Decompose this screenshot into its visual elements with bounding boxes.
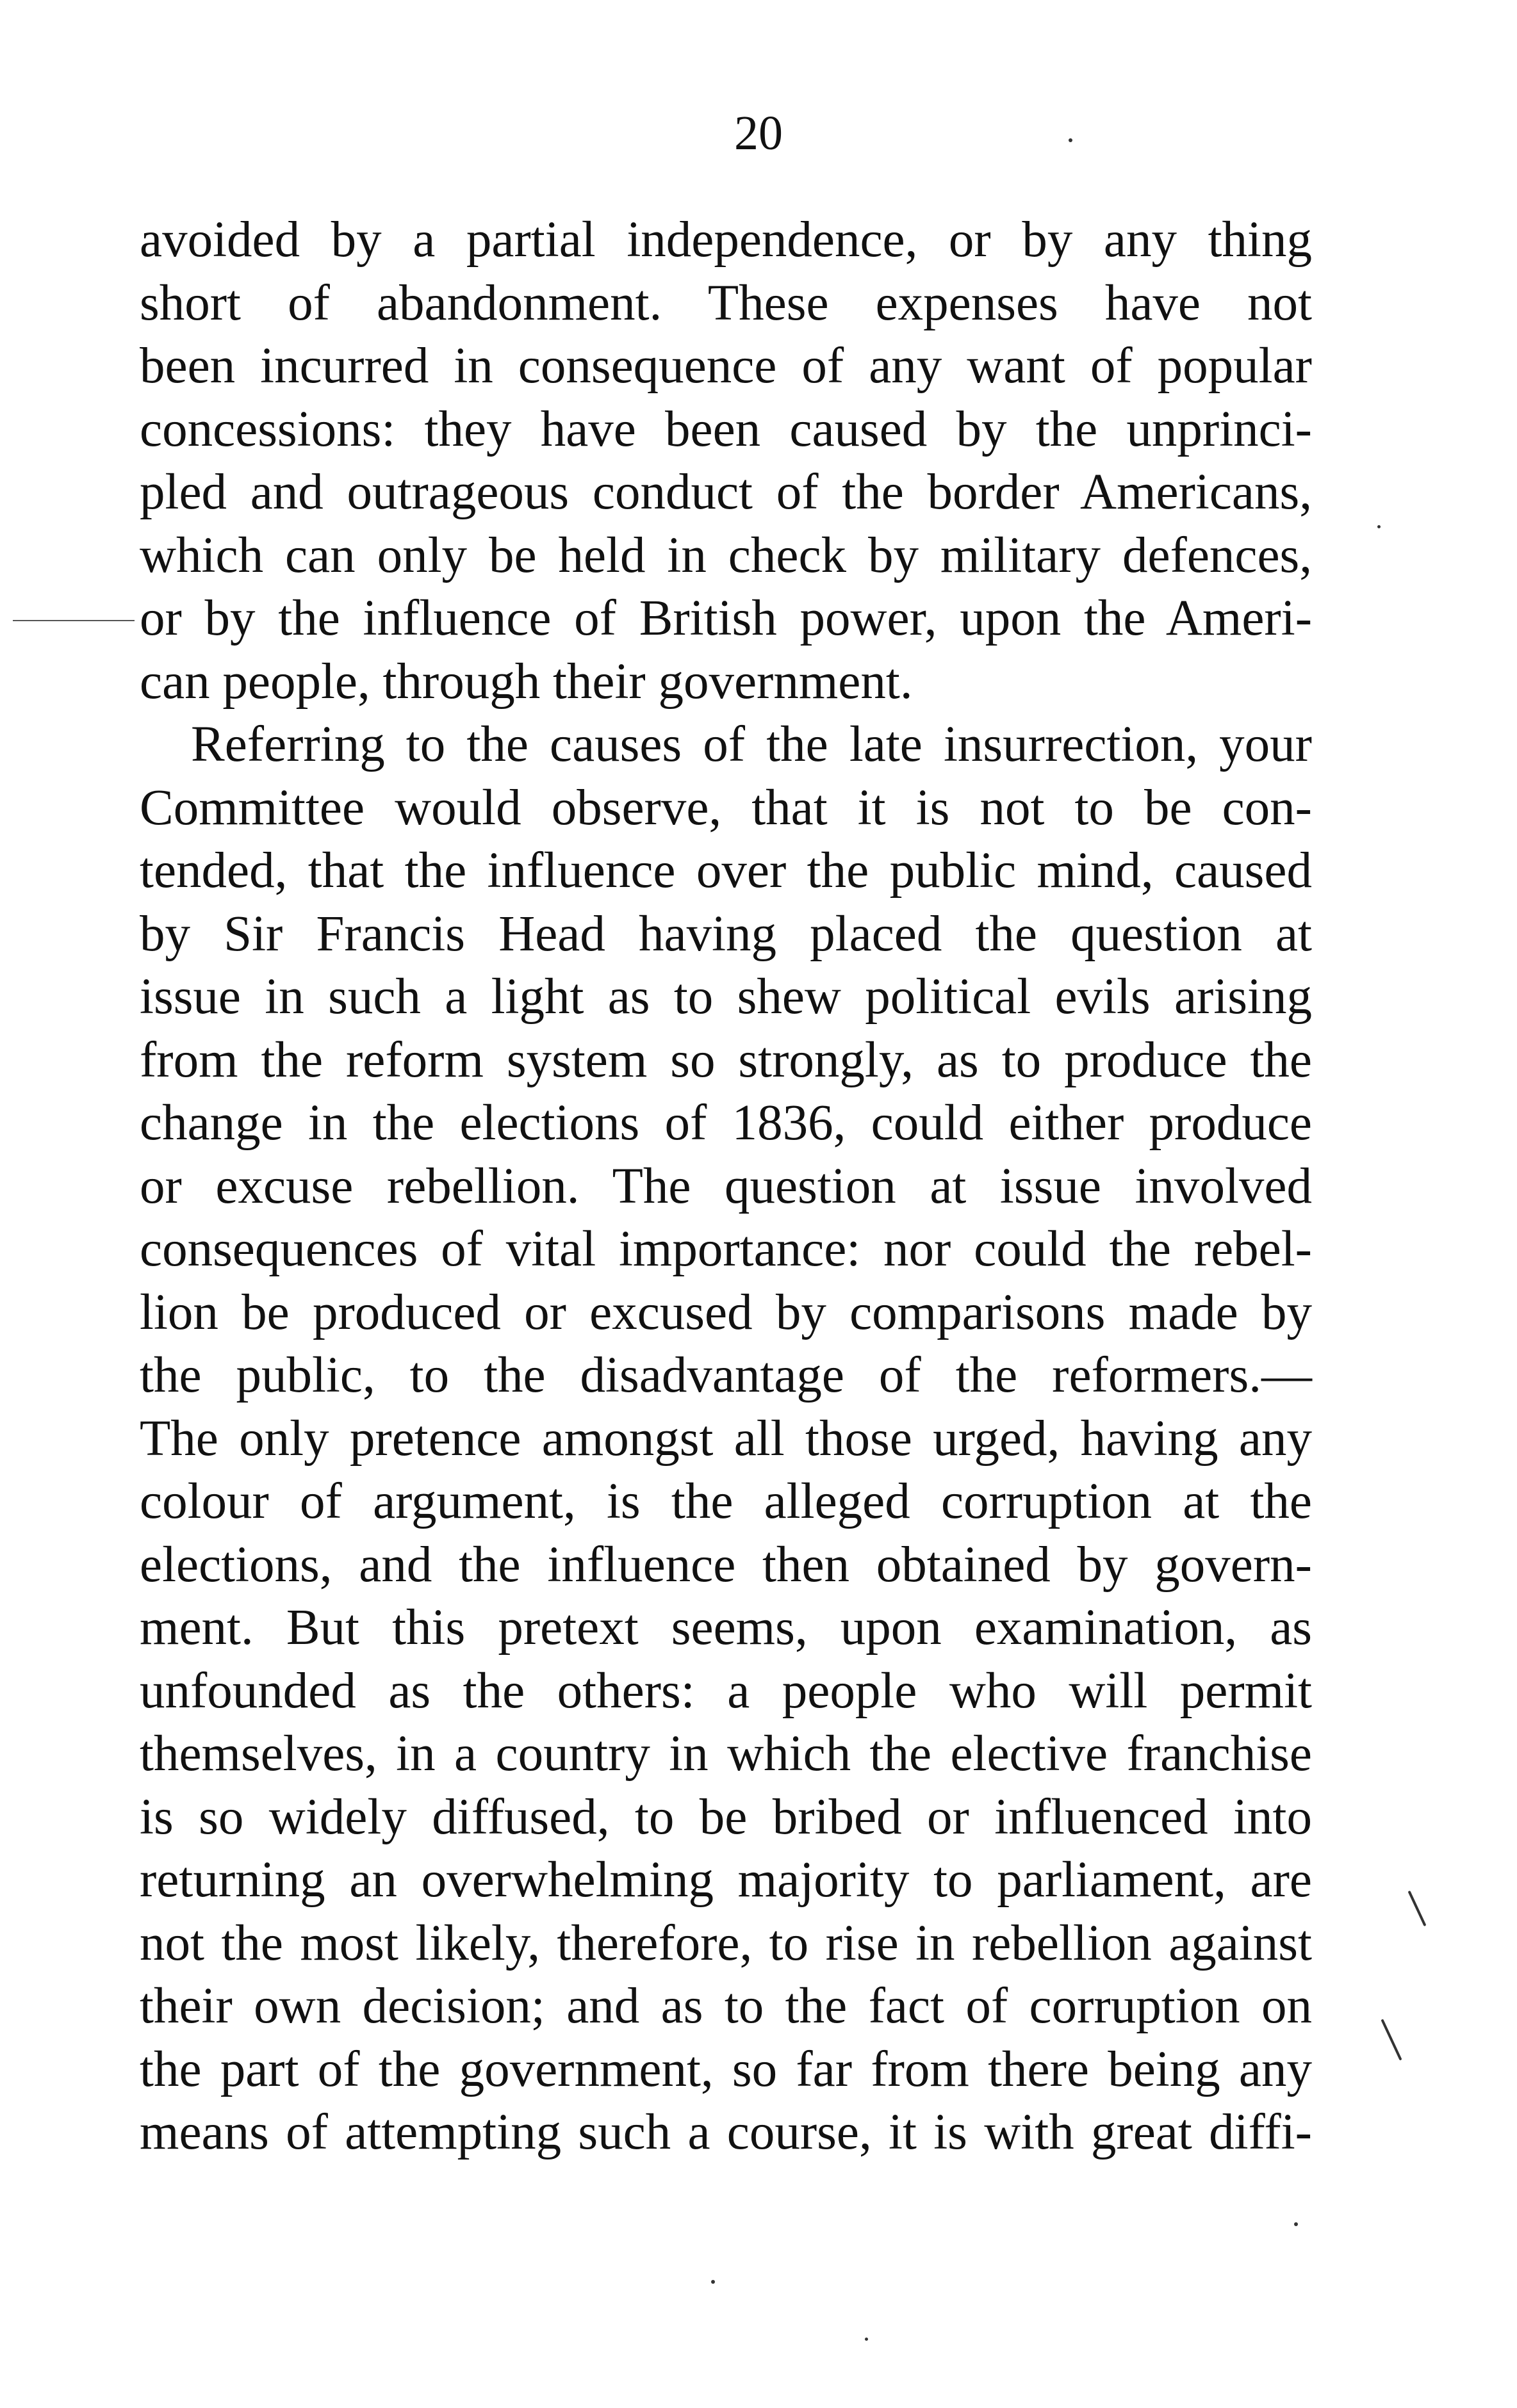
text-line: tended, that the influence over the public mind, caused	[140, 843, 1312, 899]
text-line: from the reform system so strongly, as to produce the	[140, 1032, 1312, 1088]
body-text	[140, 209, 1312, 2165]
text-line: avoided by a partial independence, or by any thing	[140, 212, 1312, 268]
text-line: the public, to the disadvantage of the reformers.—	[140, 1347, 1312, 1403]
text-line: elections, and the influence then obtained by govern-	[140, 1536, 1312, 1593]
text-line: can people, through their government.	[140, 653, 913, 710]
text-line: The only pretence amongst all those urged, having any	[140, 1410, 1312, 1467]
text-line: or excuse rebellion. The question at issue involved	[140, 1158, 1312, 1214]
text-line: Referring to the causes of the late insurrection, your	[191, 717, 1312, 772]
text-line: not the most likely, therefore, to rise in rebellion against	[140, 1915, 1312, 1971]
text-line: returning an overwhelming majority to parliament, are	[140, 1852, 1312, 1908]
text-line: issue in such a light as to shew political evils arising	[140, 969, 1312, 1025]
text-line: lion be produced or excused by comparisons made by	[140, 1284, 1312, 1340]
text-line: means of attempting such a course, it is with great diffi-	[140, 2104, 1312, 2160]
scan-speck	[1294, 2222, 1298, 2226]
text-line: unfounded as the others: a people who will permit	[140, 1663, 1312, 1719]
text-line: themselves, in a country in which the elective franchise	[140, 1726, 1312, 1782]
text-line: or by the influence of British power, upon the Ameri-	[140, 590, 1312, 646]
scan-speck	[711, 2280, 715, 2284]
scan-mark	[13, 620, 135, 621]
scan-speck	[1377, 525, 1381, 528]
text-line: ment. But this pretext seems, upon examination, as	[140, 1600, 1312, 1656]
text-line: their own decision; and as to the fact of corruption on	[140, 1978, 1312, 2034]
text-line: concessions: they have been caused by the unprinci-	[140, 401, 1312, 457]
text-line: the part of the government, so far from there being any	[140, 2041, 1312, 2097]
text-line: Committee would observe, that it is not to be con-	[140, 779, 1312, 836]
text-line: consequences of vital importance: nor could the rebel-	[140, 1221, 1312, 1277]
text-line: pled and outrageous conduct of the border Americans,	[140, 464, 1312, 520]
scan-speck	[865, 2338, 868, 2341]
text-line: colour of argument, is the alleged corruption at the	[140, 1474, 1312, 1529]
text-line: by Sir Francis Head having placed the question at	[140, 906, 1312, 962]
text-line: change in the elections of 1836, could either produce	[140, 1095, 1312, 1151]
scan-speck	[1069, 138, 1072, 142]
text-line: been incurred in consequence of any want of popular	[140, 338, 1312, 394]
text-line: which can only be held in check by military defences,	[140, 527, 1312, 583]
scan-speck	[1408, 1891, 1427, 1926]
text-line: is so widely diffused, to be bribed or influenced into	[140, 1789, 1312, 1845]
text-line: short of abandonment. These expenses have not	[140, 275, 1312, 331]
scan-speck	[1381, 2019, 1402, 2060]
page-number: 20	[734, 106, 783, 160]
